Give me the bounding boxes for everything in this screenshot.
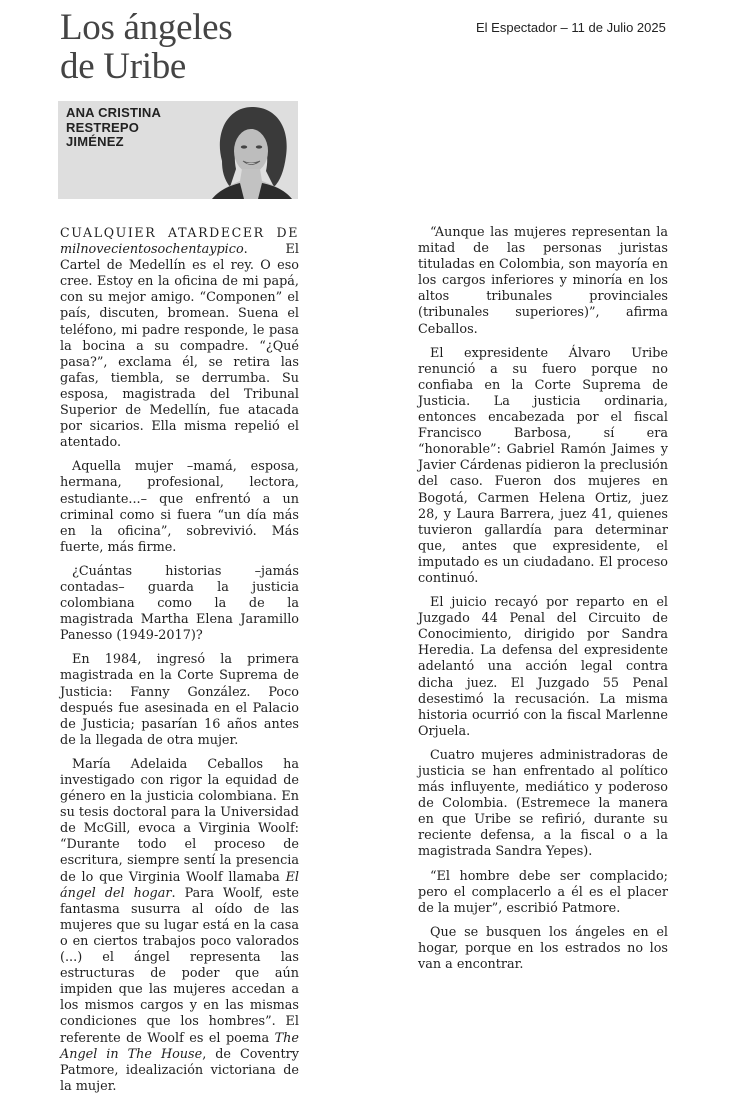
paragraph: Aquella mujer –mamá, esposa, hermana, profesional, lectora, estudiante...– que enfrentó a un criminal como si fuera “un día más en la oficina”, sobrevivió. Más fuerte, más firme. <box>60 459 299 555</box>
lead-in: CUALQUIER ATARDECER DE <box>60 225 299 240</box>
author-name-line-1: ANA CRISTINA <box>66 105 162 120</box>
author-name-line-2: RESTREPO <box>66 119 140 135</box>
paragraph: Que se busquen los ángeles en el hogar, porque en los estrados no los van a encontrar. <box>418 924 668 973</box>
paragraph: “El hombre debe ser complacido; pero el complacerlo a él es el placer de la mujer”, escribió Patmore. <box>418 868 668 916</box>
paragraph <box>60 757 299 1095</box>
byline-box <box>58 101 298 199</box>
publication-date: El Espectador – 11 de Julio 2025 <box>476 20 666 35</box>
paragraph-text: , de Coventry Patmore, idealización victoriana de la mujer. <box>60 1046 299 1094</box>
headline-line-1: Los ángeles <box>60 7 233 48</box>
paragraph: El expresidente Álvaro Uribe renunció a su fuero porque no confiaba en la Corte Suprema de Justicia. La justicia ordinaria, entonces encabezada por el fiscal Francisco Barbosa, sí era “honorable”: Gabriel Ramón Jaimes y Javier Cárdenas pidieron la preclusión del caso. Fueron dos mujeres en Bogotá, Carmen Helena Ortiz, juez 28, y Laura Barrera, juez 41, quienes tuvieron gallardía para determinar que, antes que expresidente, el imputado es un ciudadano. El proceso continuó. <box>418 345 668 586</box>
article-column-right <box>418 225 668 981</box>
italic-text: El ángel del hogar <box>60 869 299 901</box>
paragraph: El juicio recayó por reparto en el Juzgado 44 Penal del Circuito de Conocimiento, dirigido por Sandra Heredia. La defensa del expresidente adelantó una acción legal contra dicha juez. El Juzgado 55 Penal desestimó la recusación. La misma historia ocurrió con la fiscal Marlenne Orjuela. <box>418 595 668 739</box>
paragraph-text: . Para Woolf, este fantasma susurra al oído de las mujeres que su lugar está en la casa o en ciertos trabajos poco valorados (...) el ángel representa las estructuras de poder que aún impiden que las mujeres accedan a los mismos cargos y en las mismas condiciones que los hombres”. El referente de Woolf es el poema <box>60 885 299 1046</box>
headline-line-2: de Uribe <box>60 46 187 87</box>
italic-text: The Angel in The House <box>60 1030 299 1062</box>
paragraph: Cuatro mujeres administradoras de justicia se han enfrentado al político más influyente, mediático y poderoso de Colombia. (Estremece la manera en que Uribe se refirió, durante su reciente defensa, a la fiscal o a la magistrada Sandra Yepes). <box>418 747 668 860</box>
italic-text: milnovecientosochentaypico <box>60 242 244 258</box>
author-portrait <box>204 101 298 199</box>
article-headline <box>60 8 232 86</box>
article-column-left <box>60 225 299 1103</box>
paragraph: En 1984, ingresó la primera magistrada en la Corte Suprema de Justicia: Fanny González. Poco después fue asesinada en el Palacio de Justicia; pasarían 16 años antes de la llegada de otra mujer. <box>60 652 299 748</box>
paragraph: ¿Cuántas historias –jamás contadas– guarda la justicia colombiana como la de la magistrada Martha Elena Jaramillo Panesso (1949-2017)? <box>60 563 299 644</box>
paragraph-text: . El Cartel de Medellín es el rey. O eso cree. Estoy en la oficina de mi papá, con su mejor amigo. “Componen” el país, discuten, bromean. Suena el teléfono, mi padre responde, le pasa la bocina a su compadre. “¿Qué pasa?”, exclama él, se retira las gafas, tiembla, se derrumba. Su esposa, magistrada del Tribunal Superior de Medellín, fue atacada por sicarios. Ella misma repelió el atentado. <box>60 242 299 451</box>
author-name-line-3: JIMÉNEZ <box>66 134 124 149</box>
paragraph-text: María Adelaida Ceballos ha investigado con rigor la equidad de género en la justicia colombiana. En su tesis doctoral para la Universidad de McGill, evoca a Virginia Woolf: “Durante todo el proceso de escritura, siempre sentí la presencia de lo que Virginia Woolf llamaba <box>60 756 299 885</box>
paragraph: “Aunque las mujeres representan la mitad de las personas juristas tituladas en Colombia, son mayoría en los cargos inferiores y minoría en los altos tribunales provinciales (tribunales superiores)”, afirma Ceballos. <box>418 225 668 337</box>
author-name <box>66 106 161 150</box>
paragraph <box>60 225 299 451</box>
